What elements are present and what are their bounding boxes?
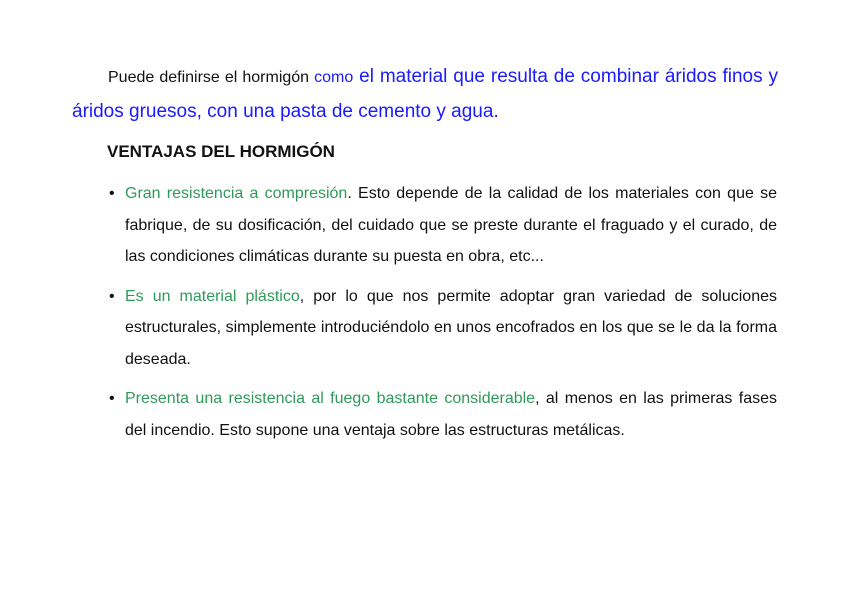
list-item (109, 281, 777, 376)
advantage-highlight: Gran resistencia a compresión (125, 185, 348, 202)
bullet-icon: • (109, 185, 115, 202)
intro-paragraph (72, 60, 778, 130)
section-heading: VENTAJAS DEL HORMIGÓN (107, 142, 335, 161)
advantages-list (109, 178, 778, 454)
advantage-highlight: Es un material plástico (125, 287, 300, 305)
list-item (109, 178, 778, 273)
bullet-icon: • (109, 390, 115, 407)
advantage-highlight: Presenta una resistencia al fuego bastante considerable (125, 390, 536, 407)
intro-lead: Puede definirse el hormigón (108, 69, 315, 86)
advantage-text: , por lo que nos permite adoptar gran variedad de soluciones estructurales, simplemente introduciéndolo en unos encofrados en los que se le da la forma deseada. (125, 287, 777, 368)
advantage-text: , al menos en las primeras fases del incendio. Esto supone una ventaja sobre las estructuras metálicas. (125, 390, 777, 439)
advantage-text: . Esto depende de la calidad de los materiales con que se fabrique, de su dosificación, del cuidado que se preste durante el fraguado y el curado, de las condiciones climáticas durante su puesta en obra, etc... (125, 185, 778, 265)
intro-definition: el material que resulta de combinar áridos finos y áridos gruesos, con una pasta de cemento y agua. (72, 66, 778, 122)
list-item (109, 383, 777, 446)
intro-como: como (314, 69, 354, 86)
bullet-icon: • (109, 287, 115, 305)
